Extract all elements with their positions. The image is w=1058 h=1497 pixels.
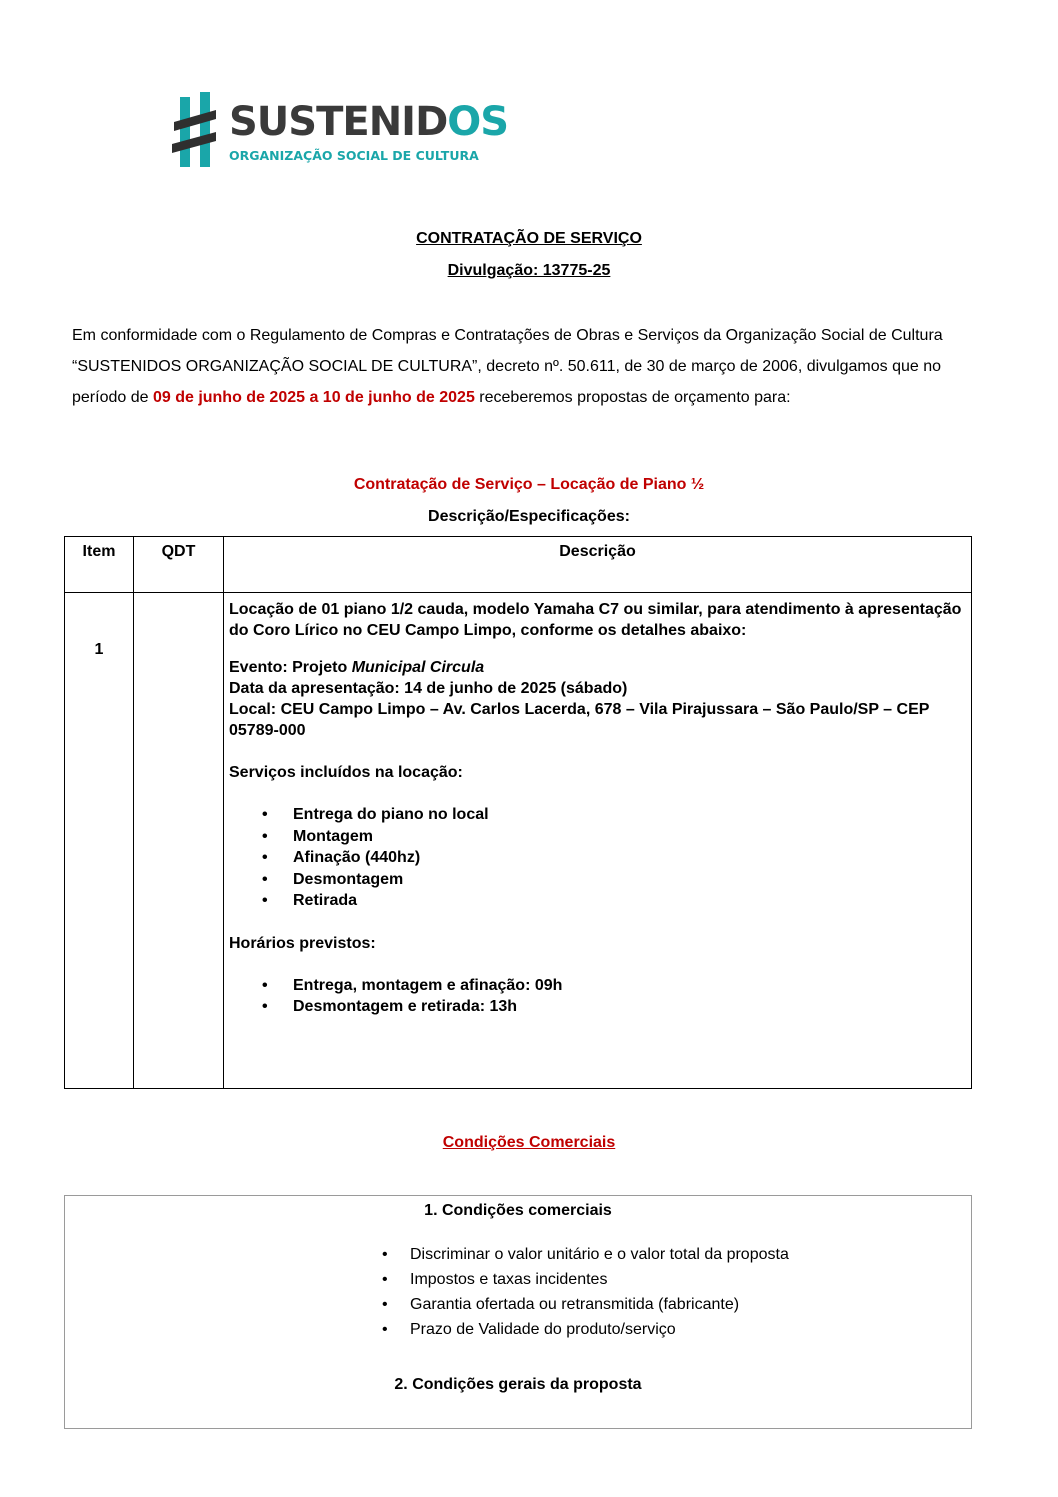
page-title: CONTRATAÇÃO DE SERVIÇO xyxy=(416,230,642,247)
service-title: Contratação de Serviço – Locação de Piano ½ xyxy=(353,476,705,493)
conditions-title: Condições Comerciais xyxy=(442,1134,616,1151)
conditions-box xyxy=(64,1195,972,1429)
list-item: • Montagem xyxy=(293,826,965,848)
header-qdt: QDT xyxy=(134,537,224,593)
list-item: • Entrega, montagem e afinação: 09h xyxy=(293,975,965,997)
services-title: Serviços incluídos na locação: xyxy=(229,764,463,781)
list-item: • Garantia ofertada ou retransmitida (fabricante) xyxy=(410,1292,789,1317)
list-item: • Desmontagem xyxy=(293,869,965,891)
proposal-period: 09 de junho de 2025 a 10 de junho de 2025 xyxy=(152,389,475,406)
table-row xyxy=(65,593,972,1089)
list-item: • Afinação (440hz) xyxy=(293,847,965,869)
divulgacao-number: Divulgação: 13775-25 xyxy=(447,262,611,279)
intro-paragraph: Em conformidade com o Regulamento de Compras e Contratações de Obras e Serviços da Organização Social de Cultura “SUSTENIDOS ORGANIZAÇÃO SOCIAL DE CULTURA”, decreto nº. 50.611, de 30 de março de 2006, divulgamos que no período de 09 de junho de 2025 a 10 de junho de 2025 receberemos propostas de orçamento para: xyxy=(72,327,943,406)
section2-title: 2. Condições gerais da proposta xyxy=(394,1376,642,1393)
event-line: Evento: Projeto Municipal Circula xyxy=(229,659,485,676)
location-line: Local: CEU Campo Limpo – Av. Carlos Lacerda, 678 – Vila Pirajussara – São Paulo/SP – CEP 05789-000 xyxy=(229,701,930,739)
list-item: • Prazo de Validade do produto/serviço xyxy=(410,1317,789,1342)
table-header-row xyxy=(65,537,972,593)
sustenidos-logo xyxy=(172,92,509,172)
list-item: • Impostos e taxas incidentes xyxy=(410,1267,789,1292)
item-number: 1 xyxy=(65,593,134,1089)
brand-name: SUSTENIDOS xyxy=(229,99,509,145)
header-descricao: Descrição xyxy=(224,537,972,593)
items-table xyxy=(64,536,972,1089)
description-intro: Locação de 01 piano 1/2 cauda, modelo Yamaha C7 ou similar, para atendimento à apresentação do Coro Lírico no CEU Campo Limpo, conforme os detalhes abaixo: xyxy=(229,601,962,639)
list-item: • Discriminar o valor unitário e o valor total da proposta xyxy=(410,1242,789,1267)
section1-list xyxy=(410,1242,789,1342)
schedule-list xyxy=(229,975,965,1018)
item-qdt xyxy=(134,593,224,1089)
list-item: • Retirada xyxy=(293,890,965,912)
header-item: Item xyxy=(65,537,134,593)
item-description xyxy=(224,593,972,1089)
brand-subtitle: ORGANIZAÇÃO SOCIAL DE CULTURA xyxy=(229,148,479,163)
hash-icon xyxy=(172,92,222,172)
section1-title: 1. Condições comerciais xyxy=(424,1202,612,1219)
list-item: • Desmontagem e retirada: 13h xyxy=(293,996,965,1018)
list-item: • Entrega do piano no local xyxy=(293,804,965,826)
date-line: Data da apresentação: 14 de junho de 2025 (sábado) xyxy=(229,680,628,697)
schedule-title: Horários previstos: xyxy=(229,934,376,952)
services-list xyxy=(229,804,965,912)
specifications-title: Descrição/Especificações: xyxy=(428,508,630,525)
